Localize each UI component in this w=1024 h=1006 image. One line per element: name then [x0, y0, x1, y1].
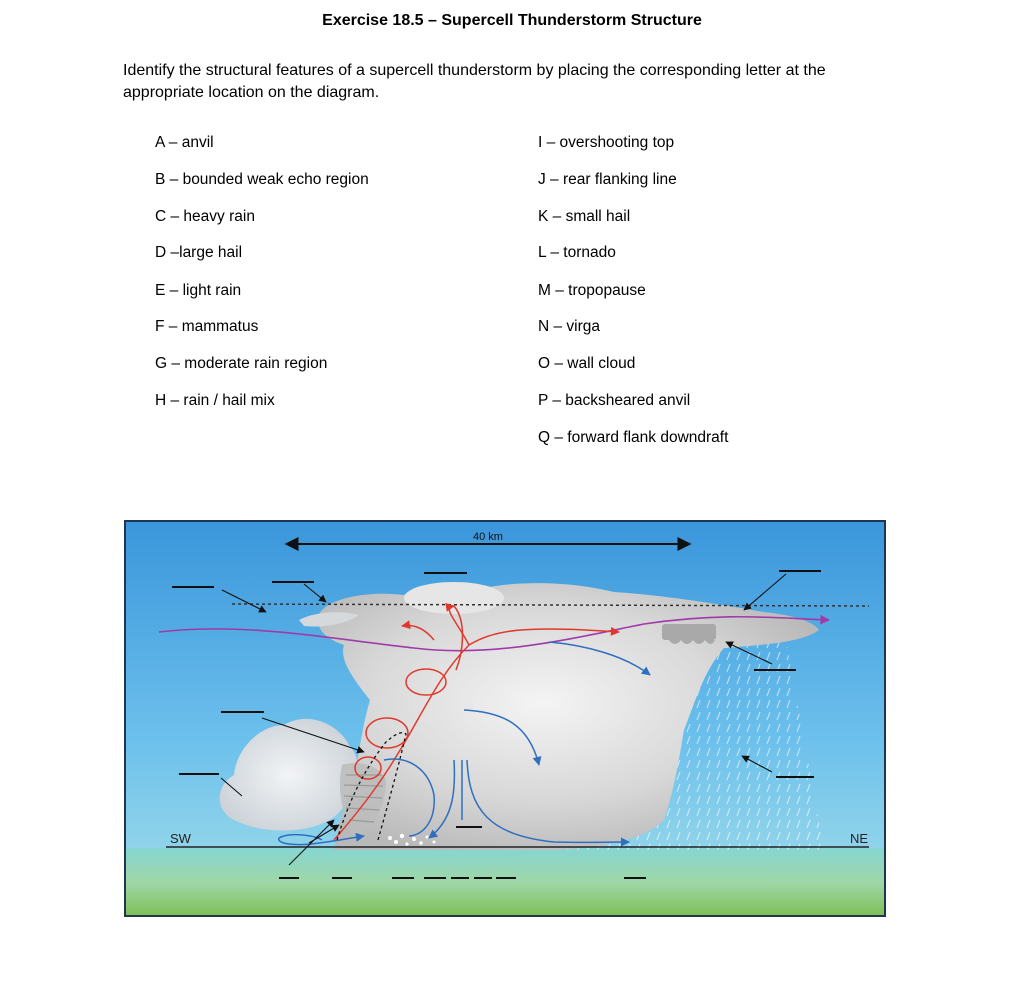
instructions-text: Identify the structural features of a supercell thunderstorm by placing the corresponding letter at the appropriate location on the diagram. — [123, 62, 826, 101]
legend-item-l: L – tornado — [538, 244, 616, 261]
legend-item-m: M – tropopause — [538, 282, 646, 299]
legend-item-f: F – mammatus — [155, 318, 259, 335]
legend-item-i: I – overshooting top — [538, 134, 675, 151]
legend-item-a: A – anvil — [155, 134, 214, 151]
ne-label: NE — [850, 831, 869, 846]
legend-item-o: O – wall cloud — [538, 355, 636, 372]
supercell-diagram — [124, 520, 886, 917]
legend-item-n: N – virga — [538, 318, 601, 335]
legend-item-p: P – backsheared anvil — [538, 392, 691, 409]
diagram-svg — [124, 520, 886, 917]
mammatus — [662, 624, 716, 640]
legend-item-j: J – rear flanking line — [538, 171, 677, 188]
ground-background — [124, 848, 886, 917]
legend-item-b: B – bounded weak echo region — [155, 171, 369, 188]
legend-item-k: K – small hail — [538, 208, 631, 225]
legend-item-g: G – moderate rain region — [155, 355, 328, 372]
legend-item-c: C – heavy rain — [155, 208, 255, 225]
legend-item-q: Q – forward flank downdraft — [538, 429, 729, 446]
legend-item-h: H – rain / hail mix — [155, 392, 275, 409]
legend-item-e: E – light rain — [155, 282, 242, 299]
overshooting-top — [404, 582, 504, 614]
scale-label: 40 km — [473, 531, 503, 543]
legend-item-d: D –large hail — [155, 244, 243, 261]
exercise-title: Exercise 18.5 – Supercell Thunderstorm Structure — [322, 12, 702, 29]
sw-label: SW — [170, 831, 191, 846]
